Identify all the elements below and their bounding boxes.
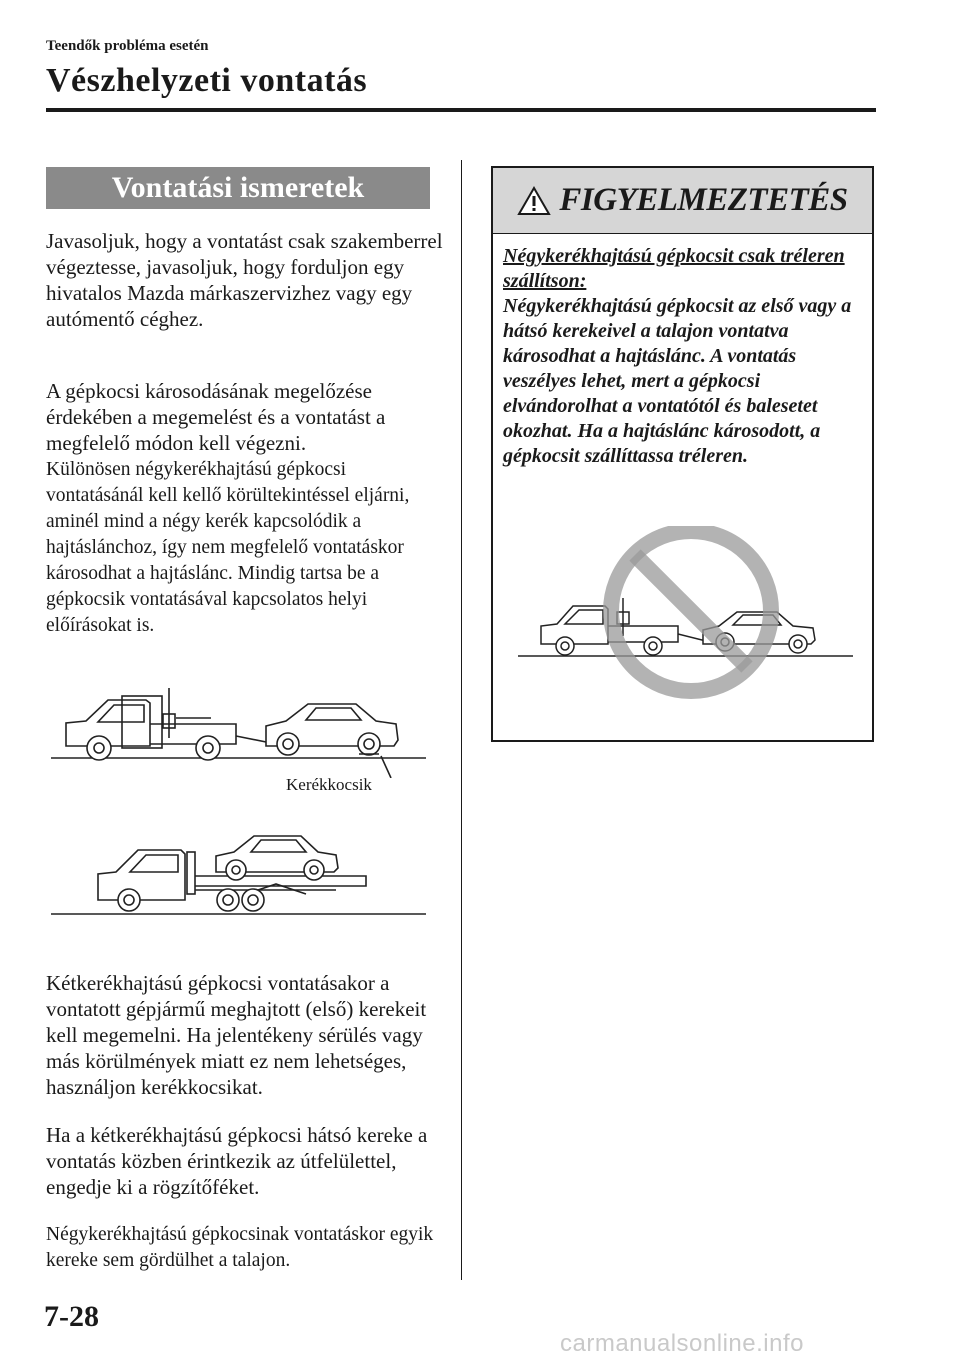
site-watermark: carmanualsonline.info [560, 1330, 804, 1357]
page-title: Vészhelyzeti vontatás [46, 62, 368, 99]
paragraph-4wd-no-wheel: Négykerékhajtású gépkocsinak vontatáskor egyik kereke sem gördülhet a talajon. [46, 1224, 434, 1271]
header-rule [46, 108, 876, 112]
paragraph-4wd-note: Különösen négykerékhajtású gépkocsi vontatásánál kell kellő körültekintéssel eljárni, aminél mind a négy kerék kapcsolódik a hajtáslánchoz, így nem megfelelő vontatáskor károsodhat a hajtáslánc. Mindig tartsa be a gépkocsik vontatásával kapcsolatos helyi előírásokat is. [46, 459, 410, 636]
paragraph-prevention: A gépkocsi károsodásának megelőzése érdekében a megemelést és a vontatást a megfelelő módon kell végezni. [46, 379, 386, 455]
prohibition-sign-icon [611, 531, 771, 691]
warning-heading: Négykerékhajtású gépkocsit csak tréleren szállítson: [503, 245, 845, 292]
tow-truck-dolly-illustration [46, 688, 436, 778]
prohibited-towing-illustration [513, 526, 858, 706]
dolly-caption: Kerékkocsik [286, 775, 372, 794]
warning-header [493, 168, 872, 234]
paragraph-recommendation: Javasoljuk, hogy a vontatást csak szakemberrel végeztesse, javasoljuk, hogy forduljon egy hivatalos Mazda márkaszervizhez vagy egy autómentő céghez. [46, 229, 443, 331]
paragraph-2wd-towing: Kétkerékhajtású gépkocsi vontatásakor a vontatott gépjármű meghajtott (első) kerekeit kell megemelni. Ha jelentékeny sérülés vagy más körülmények miatt ez nem lehetséges, használjon kerékkocsikat. [46, 971, 427, 1099]
section-label: Teendők probléma esetén [46, 38, 209, 54]
warning-triangle-icon [517, 186, 551, 216]
warning-text: Négykerékhajtású gépkocsit az első vagy a hátsó kerekeivel a talajon vontatva károsodhat a hajtáslánc. A vontatás veszélyes lehet, mert a gépkocsi elvándorolhat a vontatótól és balesetet okozhat. Ha a hajtáslánc károsodott, a gépkocsit szállíttassa tréleren. [503, 295, 852, 467]
column-divider [461, 160, 462, 1280]
warning-body [503, 244, 858, 469]
paragraph-parking-brake: Ha a kétkerékhajtású gépkocsi hátsó kereke a vontatás közben érintkezik az útfelülettel, engedje ki a rögzítőféket. [46, 1123, 428, 1199]
flatbed-truck-illustration [46, 828, 436, 920]
warning-title: FIGYELMEZTETÉS [559, 182, 848, 218]
subsection-banner: Vontatási ismeretek [46, 167, 430, 209]
warning-box [491, 166, 874, 742]
page-number: 7-28 [44, 1300, 99, 1333]
